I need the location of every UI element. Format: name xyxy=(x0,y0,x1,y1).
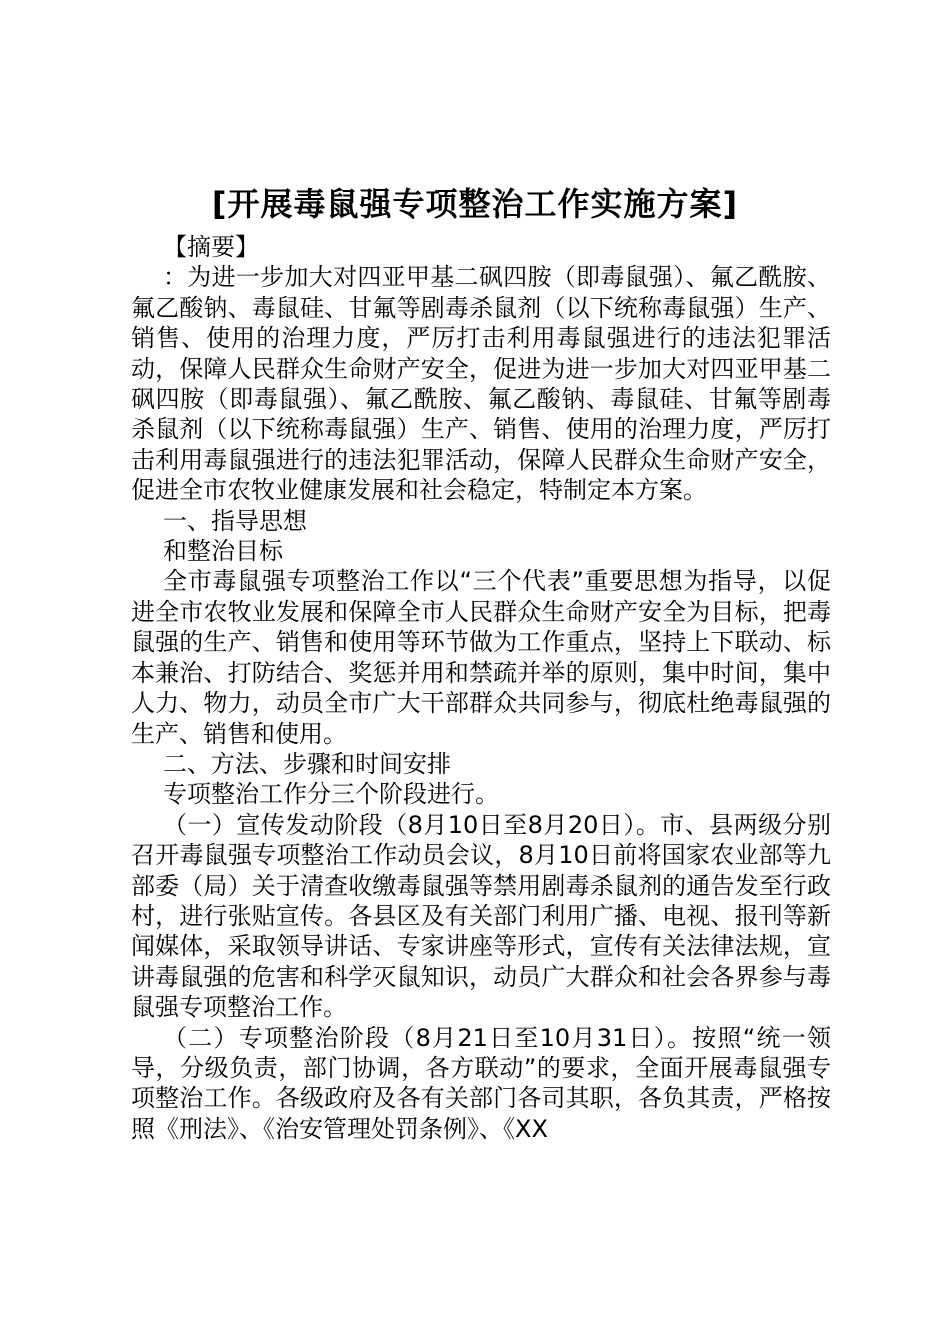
stages-intro-paragraph: 专项整治工作分三个阶段进行。 xyxy=(163,780,499,809)
section-heading-guiding-thought: 一、指导思想 xyxy=(163,506,307,535)
stage-one-paragraph: （一）宣传发动阶段（8月10日至8月20日）。市、县两级分别召开毒鼠强专项整治工作动员会议，8月10日前将国家农业部等九部委（局）关于清查收缴毒鼠强等禁用剧毒杀鼠剂的通告发至行政村，进行张贴宣传。各县区及有关部门利用广播、电视、报刊等新闻媒体，采取领导讲话、专家讲座等形式，宣传有关法律法规，宣讲毒鼠强的危害和科学灭鼠知识，动员广大群众和社会各界参与毒鼠强专项整治工作。 xyxy=(131,810,831,1022)
abstract-heading: 【摘要】 xyxy=(163,233,259,261)
stage-two-paragraph: （二）专项整治阶段（8月21日至10月31日）。按照“统一领导，分级负责，部门协调，各方联动”的要求，全面开展毒鼠强专项整治工作。各级政府及各有关部门各司其职，各负其责，严格按照《刑法》、《治安管理处罚条例》、《XX xyxy=(131,1023,831,1143)
section-heading-methods: 二、方法、步骤和时间安排 xyxy=(163,749,451,778)
section-heading-goals: 和整治目标 xyxy=(163,537,283,566)
guiding-thought-paragraph: 全市毒鼠强专项整治工作以“三个代表”重要思想为指导，以促进全市农牧业发展和保障全市人民群众生命财产安全为目标，把毒鼠强的生产、销售和使用等环节做为工作重点，坚持上下联动、标本兼治、打防结合、奖惩并用和禁疏并举的原则，集中时间，集中人力、物力，动员全市广大干部群众共同参与，彻底杜绝毒鼠强的生产、销售和使用。 xyxy=(131,567,831,748)
document-body xyxy=(131,232,831,1144)
document-title: [开展毒鼠强专项整治工作实施方案] xyxy=(211,185,739,223)
abstract-paragraph: ：为进一步加大对四亚甲基二砜四胺（即毒鼠强）、氟乙酰胺、氟乙酸钠、毒鼠硅、甘氟等剧毒杀鼠剂（以下统称毒鼠强）生产、销售、使用的治理力度，严厉打击利用毒鼠强进行的违法犯罪活动，保障人民群众生命财产安全，促进为进一步加大对四亚甲基二砜四胺（即毒鼠强）、氟乙酰胺、氟乙酸钠、毒鼠硅、甘氟等剧毒杀鼠剂（以下统称毒鼠强）生产、销售、使用的治理力度，严厉打击利用毒鼠强进行的违法犯罪活动，保障人民群众生命财产安全，促进全市农牧业健康发展和社会稳定，特制定本方案。 xyxy=(131,263,831,505)
